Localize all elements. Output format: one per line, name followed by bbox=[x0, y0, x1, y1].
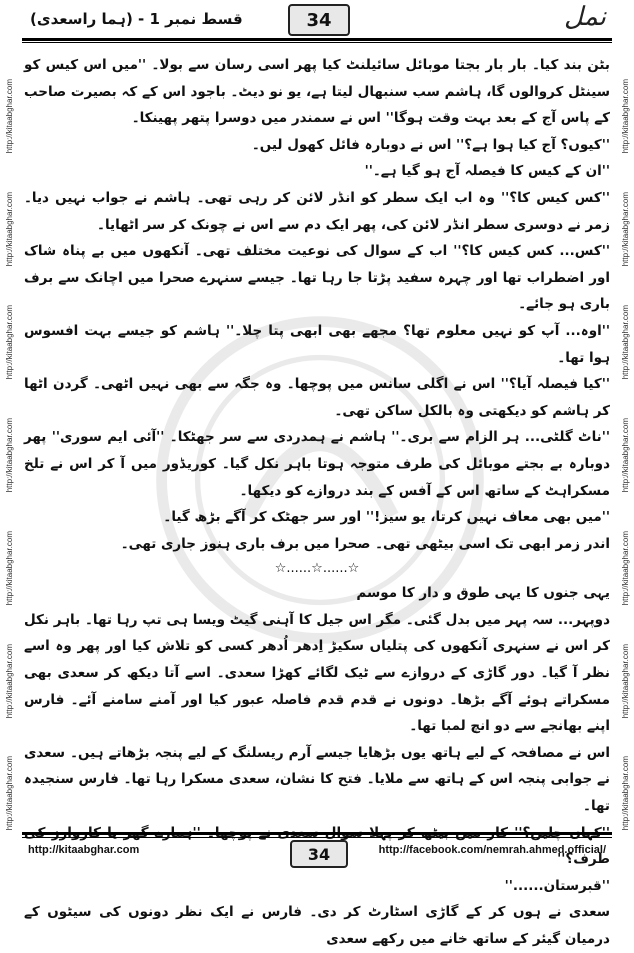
paragraph: ''کیا فیصلہ آیا؟'' اس نے اگلی سانس میں پوچھا۔ وہ جگہ سے بھی نہیں اٹھی۔ گردن اٹھا کر ہاشم کو دیکھتی وہ بالکل ساکن تھی۔ bbox=[24, 376, 610, 419]
side-link[interactable]: http://kitaabghar.com bbox=[620, 417, 630, 493]
paragraph: اندر زمر ابھی تک اسی بیٹھی تھی۔ صحرا میں برف باری ہنوز جاری تھی۔ bbox=[120, 535, 610, 552]
paragraph: ''ان کے کیس کا فیصلہ آج ہو گیا ہے۔'' bbox=[364, 163, 610, 180]
paragraph: سعدی نے ہوں کر کے گاڑی اسٹارٹ کر دی۔ فارس نے ایک نظر دونوں کی سیٹوں کے درمیان گیئر کے ساتھ خانے میں رکھے سعدی bbox=[24, 904, 610, 947]
side-link[interactable]: http://kitaabghar.com bbox=[4, 756, 14, 831]
side-link[interactable]: http://kitaabghar.com bbox=[620, 192, 630, 267]
brand-logo: نمل bbox=[564, 2, 606, 32]
side-link[interactable]: http://kitaabghar.com bbox=[4, 530, 14, 605]
paragraph: ''کیوں؟ آج کیا ہوا ہے؟'' اس نے دوبارہ فائل کھول لیں۔ bbox=[251, 136, 610, 153]
footer-link-kitaabghar[interactable]: http://kitaabghar.com bbox=[28, 844, 140, 856]
paragraph: ''ناٹ گلٹی... ہر الزام سے بری۔'' ہاشم نے ہمدردی سے سر جھٹکا۔ ''آئی ایم سوری'' پھر دوبارہ بے بجتے موبائل کی طرف متوجہ ہوتا باہر نکل گیا۔ کوریڈور میں آ کر اس نے تلخ مسکراہٹ کے ساتھ اس کے آفس کے بند دروازے کو دیکھا۔ bbox=[24, 429, 610, 499]
paragraph: ''اوہ... آپ کو نہیں معلوم تھا؟ مجھے بھی ابھی پتا چلا۔'' ہاشم کو جیسے بہت افسوس ہوا تھا۔ bbox=[24, 322, 610, 366]
side-link[interactable]: http://kitaabghar.com bbox=[620, 79, 630, 154]
side-link[interactable]: http://kitaabghar.com bbox=[4, 643, 14, 718]
header-page-number: 34 bbox=[288, 4, 350, 36]
side-link[interactable]: http://kitaabghar.com bbox=[4, 417, 14, 493]
paragraph: ''کس کیس کا؟'' وہ اب ایک سطر کو انڈر لائن کر رہی تھی۔ ہاشم نے جواب نہیں دیا۔ زمر نے دوسری سطر انڈر لائن کی، پھر ایک دم سے اس نے چونک کر سر اٹھایا۔ bbox=[24, 189, 610, 233]
side-link[interactable]: http://kitaabghar.com bbox=[620, 756, 630, 831]
paragraph: طرف؟'' bbox=[557, 851, 610, 868]
page-footer bbox=[0, 822, 634, 868]
episode-label: قسط نمبر 1 - (ہما راسعدی) bbox=[30, 10, 243, 28]
side-link[interactable]: http://kitaabghar.com bbox=[620, 643, 630, 718]
side-link[interactable]: http://kitaabghar.com bbox=[4, 79, 14, 154]
footer-page-number: 34 bbox=[290, 840, 348, 868]
paragraph: یہی جنوں کا یہی طوق و دار کا موسم bbox=[356, 585, 610, 602]
left-side-links bbox=[2, 60, 16, 850]
paragraph: دوپہر... سہ پہر میں بدل گئی۔ مگر اس جیل کا آہنی گیٹ ویسا ہی تپ رہا تھا۔ باہر نکل کر اس نے سنہری آنکھوں کی پتلیاں سکیڑ اِدھر اُدھر کسی کو تلاش کیا اور پھر وہ اسے نظر آ گیا۔ دور گاڑی کے دروازے سے ٹیک لگائے کھڑا سعدی۔ اسے آتا دیکھ کر سعدی بھی مسکراتے ہوئے آگے بڑھا۔ دونوں نے قدم قدم فاصلہ عبور کیا اور آمنے سامنے آئے۔ فارس اپنے بھانجے سے دو انچ لمبا تھا۔ bbox=[24, 611, 610, 735]
side-link[interactable]: http://kitaabghar.com bbox=[4, 304, 14, 380]
side-link[interactable]: http://kitaabghar.com bbox=[4, 192, 14, 267]
side-link[interactable]: http://kitaabghar.com bbox=[620, 304, 630, 380]
section-separator: ☆......☆......☆ bbox=[274, 561, 360, 577]
paragraph: ''کس... کس کیس کا؟'' اب کے سوال کی نوعیت مختلف تھی۔ آنکھوں میں بے پناہ شاک اور اضطراب تھا اور چہرہ سفید پڑتا جا رہا تھا۔ جیسے سنہرے صحرا میں اچانک سے برف باری ہو جائے۔ bbox=[24, 243, 610, 313]
side-link[interactable]: http://kitaabghar.com bbox=[620, 530, 630, 605]
paragraph: بٹن بند کیا۔ بار بار بجتا موبائل سائیلنٹ کیا پھر اسی رسان سے بولا۔ ''میں اس کیس کو سینٹل کروالوں گا، ہاشم سب سنبھال لیتا ہے، یو نو دیٹ۔ باجود اس کے کہ بصیرت صاحب کے پاس آج کے بعد بہت وقت ہوگا'' اس نے سمندر میں دوسرا پتھر پھینکا۔ bbox=[24, 57, 610, 127]
footer-rule-thin bbox=[22, 837, 612, 838]
page-header bbox=[0, 0, 634, 44]
paragraph: ''میں بھی معاف نہیں کرتا، یو سیز!'' اور سر جھٹک کر آگے بڑھ گیا۔ bbox=[163, 509, 610, 526]
header-rule bbox=[22, 38, 612, 41]
footer-rule bbox=[22, 832, 612, 835]
footer-link-facebook[interactable]: http://facebook.com/nemrah.ahmed.official/ bbox=[378, 844, 606, 856]
paragraph: ''قبرستان......'' bbox=[504, 877, 610, 894]
paragraph: اس نے مصافحہ کے لیے ہاتھ یوں بڑھایا جیسے آرم ریسلنگ کے لیے پنجہ بڑھاتے ہیں۔ سعدی نے جوابی پنجہ اس کے ہاتھ سے ملایا۔ فتح کا نشان، سعدی مسکرا رہا تھا۔ فارس سنجیدہ تھا۔ bbox=[24, 744, 610, 815]
right-side-links bbox=[618, 60, 632, 850]
header-rule-thin bbox=[22, 42, 612, 43]
